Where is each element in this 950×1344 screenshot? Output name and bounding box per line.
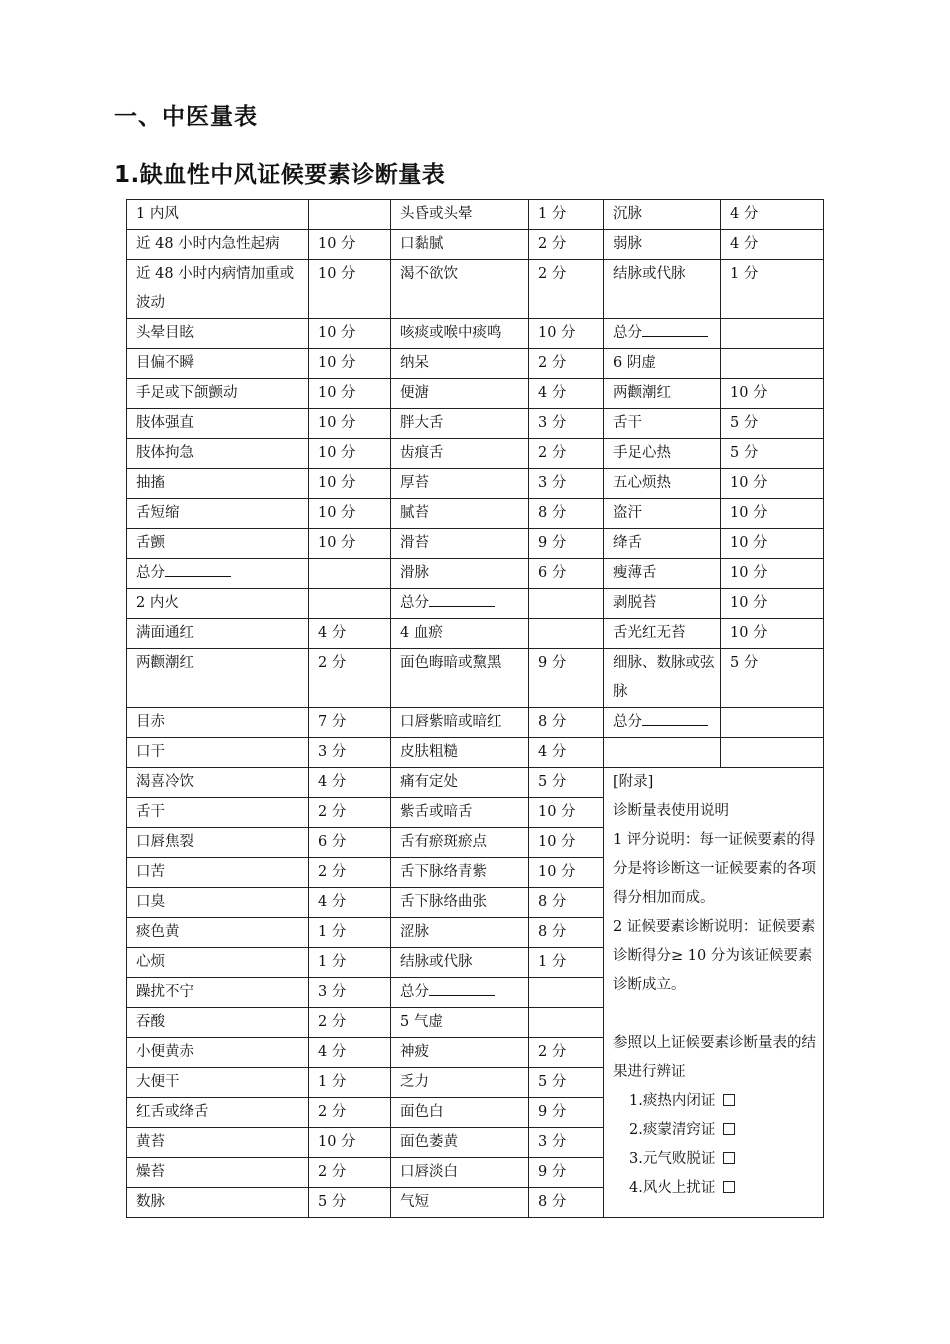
- table-cell: 头晕目眩: [127, 319, 309, 349]
- table-cell: 3 分: [529, 1128, 604, 1158]
- table-cell: 10 分: [721, 469, 824, 499]
- table-cell: 口臭: [127, 888, 309, 918]
- table-cell: 3 分: [309, 738, 391, 768]
- table-cell: 10 分: [309, 349, 391, 379]
- table-cell: 总分: [127, 559, 309, 589]
- table-cell: 10 分: [309, 469, 391, 499]
- table-title: 1.缺血性中风证候要素诊断量表: [114, 162, 446, 188]
- table-cell: 痛有定处: [391, 768, 529, 798]
- table-row: [127, 349, 824, 379]
- table-cell: 神疲: [391, 1038, 529, 1068]
- table-cell: 2 分: [309, 1098, 391, 1128]
- table-cell: 气短: [391, 1188, 529, 1218]
- table-cell: 数脉: [127, 1188, 309, 1218]
- table-cell: 舌颤: [127, 529, 309, 559]
- table-cell: 肢体拘急: [127, 439, 309, 469]
- table-cell: 4 分: [309, 888, 391, 918]
- table-cell: 5 分: [721, 409, 824, 439]
- table-row: [127, 708, 824, 738]
- table-cell: 10 分: [309, 230, 391, 260]
- table-cell: 肢体强直: [127, 409, 309, 439]
- table-cell: 五心烦热: [604, 469, 721, 499]
- table-cell: 10 分: [309, 319, 391, 349]
- table-row: [127, 768, 824, 798]
- table-cell: 10 分: [309, 1128, 391, 1158]
- table-cell: 剥脱苔: [604, 589, 721, 619]
- diagnosis-scale-table: [126, 199, 824, 1218]
- table-cell: [309, 589, 391, 619]
- table-cell: 9 分: [529, 1158, 604, 1188]
- table-cell: 绛舌: [604, 529, 721, 559]
- syndrome-option: [613, 1087, 823, 1116]
- table-cell: 大便干: [127, 1068, 309, 1098]
- table-cell: 4 分: [309, 768, 391, 798]
- table-cell: 便溏: [391, 379, 529, 409]
- table-cell: 3 分: [529, 469, 604, 499]
- table-row: [127, 319, 824, 349]
- table-cell: 1 分: [309, 948, 391, 978]
- table-cell: 舌下脉络曲张: [391, 888, 529, 918]
- table-cell: 5 分: [721, 439, 824, 469]
- table-cell: 8 分: [529, 1188, 604, 1218]
- table-cell: 2 内火: [127, 589, 309, 619]
- table-cell: 10 分: [721, 499, 824, 529]
- table-cell: 手足或下颌颤动: [127, 379, 309, 409]
- table-row: [127, 738, 824, 768]
- table-row: [127, 260, 824, 319]
- table-cell: 涩脉: [391, 918, 529, 948]
- table-cell: 瘦薄舌: [604, 559, 721, 589]
- checkbox[interactable]: [723, 1152, 735, 1164]
- table-cell: 手足心热: [604, 439, 721, 469]
- syndrome-option: [613, 1116, 823, 1145]
- checkbox[interactable]: [723, 1094, 735, 1106]
- table-cell: 齿痕舌: [391, 439, 529, 469]
- table-cell: 口黏腻: [391, 230, 529, 260]
- table-cell: 总分: [604, 319, 721, 349]
- appendix-subheading: 诊断量表使用说明: [613, 803, 729, 819]
- table-cell: 小便黄赤: [127, 1038, 309, 1068]
- scoring-note: 1 评分说明：每一证候要素的得分是将诊断这一证候要素的各项得分相加而成。: [613, 832, 816, 906]
- table-cell: 10 分: [721, 379, 824, 409]
- table-cell: 3 分: [309, 978, 391, 1008]
- table-cell: 1 分: [721, 260, 824, 319]
- checkbox[interactable]: [723, 1123, 735, 1135]
- table-cell: 7 分: [309, 708, 391, 738]
- table-cell: 10 分: [721, 589, 824, 619]
- table-row: [127, 230, 824, 260]
- table-cell: 4 分: [529, 738, 604, 768]
- table-cell: 2 分: [529, 439, 604, 469]
- table-cell: 结脉或代脉: [391, 948, 529, 978]
- table-cell: 抽搐: [127, 469, 309, 499]
- appendix-notes: [604, 768, 824, 1218]
- table-cell: 舌光红无苔: [604, 619, 721, 649]
- score-blank: [429, 592, 495, 607]
- table-cell: 5 分: [529, 768, 604, 798]
- table-cell: 5 分: [309, 1188, 391, 1218]
- table-cell: 口唇焦裂: [127, 828, 309, 858]
- table-cell: 5 气虚: [391, 1008, 529, 1038]
- syndrome-option-label: 3.元气败脱证: [629, 1151, 716, 1167]
- table-cell: 口唇紫暗或暗红: [391, 708, 529, 738]
- table-cell: 总分: [604, 708, 721, 738]
- table-cell: 10 分: [309, 439, 391, 469]
- table-cell: 2 分: [309, 1008, 391, 1038]
- table-cell: 10 分: [309, 529, 391, 559]
- table-cell: 面色晦暗或黧黑: [391, 649, 529, 708]
- table-cell: 近 48 小时内病情加重或波动: [127, 260, 309, 319]
- score-blank: [165, 562, 231, 577]
- table-cell: 细脉、数脉或弦脉: [604, 649, 721, 708]
- table-cell: 9 分: [529, 529, 604, 559]
- table-cell: [529, 619, 604, 649]
- table-cell: 盗汗: [604, 499, 721, 529]
- table-cell: 乏力: [391, 1068, 529, 1098]
- table-cell: 沉脉: [604, 200, 721, 230]
- table-row: [127, 649, 824, 708]
- table-cell: 痰色黄: [127, 918, 309, 948]
- score-blank: [642, 711, 708, 726]
- table-cell: [529, 589, 604, 619]
- diagnosis-note: 2 证候要素诊断说明：证候要素诊断得分≥ 10 分为该证候要素诊断成立。: [613, 919, 816, 993]
- table-cell: 满面通红: [127, 619, 309, 649]
- table-cell: 目赤: [127, 708, 309, 738]
- table-cell: 1 内风: [127, 200, 309, 230]
- table-cell: [529, 978, 604, 1008]
- table-cell: 口苦: [127, 858, 309, 888]
- table-cell: 4 分: [309, 1038, 391, 1068]
- table-cell: 舌短缩: [127, 499, 309, 529]
- score-blank: [642, 322, 708, 337]
- table-cell: 滑脉: [391, 559, 529, 589]
- table-row: [127, 529, 824, 559]
- table-cell: 厚苔: [391, 469, 529, 499]
- table-cell: 心烦: [127, 948, 309, 978]
- table-cell: 10 分: [309, 260, 391, 319]
- table-cell: 渴不欲饮: [391, 260, 529, 319]
- table-cell: 2 分: [309, 798, 391, 828]
- table-cell: 1 分: [309, 1068, 391, 1098]
- table-cell: 5 分: [529, 1068, 604, 1098]
- syndrome-option-label: 4.风火上扰证: [629, 1180, 716, 1196]
- table-cell: 腻苔: [391, 499, 529, 529]
- table-cell: [721, 738, 824, 768]
- table-cell: 2 分: [309, 1158, 391, 1188]
- table-cell: 2 分: [309, 649, 391, 708]
- table-cell: 2 分: [309, 858, 391, 888]
- table-cell: 舌干: [127, 798, 309, 828]
- table-cell: [309, 559, 391, 589]
- table-cell: 2 分: [529, 230, 604, 260]
- table-cell: 渴喜冷饮: [127, 768, 309, 798]
- table-cell: 8 分: [529, 888, 604, 918]
- table-cell: 10 分: [721, 559, 824, 589]
- table-row: [127, 379, 824, 409]
- table-cell: 口干: [127, 738, 309, 768]
- table-row: [127, 469, 824, 499]
- syndrome-option-label: 1.痰热内闭证: [629, 1093, 716, 1109]
- table-cell: 9 分: [529, 649, 604, 708]
- table-cell: 燥苔: [127, 1158, 309, 1188]
- table-cell: 10 分: [529, 858, 604, 888]
- table-cell: 10 分: [529, 319, 604, 349]
- table-cell: 4 血瘀: [391, 619, 529, 649]
- table-cell: 10 分: [309, 409, 391, 439]
- table-cell: 8 分: [529, 918, 604, 948]
- table-cell: 口唇淡白: [391, 1158, 529, 1188]
- table-cell: 5 分: [721, 649, 824, 708]
- table-row: [127, 409, 824, 439]
- table-cell: 1 分: [529, 200, 604, 230]
- table-cell: 面色萎黄: [391, 1128, 529, 1158]
- table-cell: 皮肤粗糙: [391, 738, 529, 768]
- table-cell: 舌干: [604, 409, 721, 439]
- syndrome-intro: 参照以上证候要素诊断量表的结果进行辨证: [613, 1035, 816, 1080]
- table-cell: 8 分: [529, 708, 604, 738]
- syndrome-option-label: 2.痰蒙清窍证: [629, 1122, 716, 1138]
- table-cell: 胖大舌: [391, 409, 529, 439]
- table-row: [127, 559, 824, 589]
- table-cell: 10 分: [309, 379, 391, 409]
- table-cell: 咳痰或喉中痰鸣: [391, 319, 529, 349]
- table-cell: 总分: [391, 589, 529, 619]
- table-cell: [309, 200, 391, 230]
- table-cell: 9 分: [529, 1098, 604, 1128]
- table-cell: 红舌或绛舌: [127, 1098, 309, 1128]
- table-cell: [721, 349, 824, 379]
- syndrome-option: [613, 1145, 823, 1174]
- table-cell: 1 分: [529, 948, 604, 978]
- checkbox[interactable]: [723, 1181, 735, 1193]
- table-row: [127, 619, 824, 649]
- table-cell: 4 分: [721, 200, 824, 230]
- table-cell: 8 分: [529, 499, 604, 529]
- score-blank: [429, 981, 495, 996]
- table-cell: 10 分: [529, 798, 604, 828]
- table-row: [127, 200, 824, 230]
- table-row: [127, 439, 824, 469]
- table-cell: 2 分: [529, 260, 604, 319]
- table-row: [127, 499, 824, 529]
- table-cell: 10 分: [721, 529, 824, 559]
- syndrome-option: [613, 1174, 823, 1203]
- table-cell: 头昏或头晕: [391, 200, 529, 230]
- table-cell: 2 分: [529, 349, 604, 379]
- table-cell: 4 分: [721, 230, 824, 260]
- table-cell: 4 分: [529, 379, 604, 409]
- table-cell: 结脉或代脉: [604, 260, 721, 319]
- table-cell: 舌有瘀斑瘀点: [391, 828, 529, 858]
- table-cell: 纳呆: [391, 349, 529, 379]
- table-cell: 舌下脉络青紫: [391, 858, 529, 888]
- table-cell: [721, 708, 824, 738]
- table-cell: 滑苔: [391, 529, 529, 559]
- table-cell: 10 分: [309, 499, 391, 529]
- table-cell: 10 分: [721, 619, 824, 649]
- table-cell: 6 阴虚: [604, 349, 721, 379]
- table-cell: 近 48 小时内急性起病: [127, 230, 309, 260]
- table-cell: 弱脉: [604, 230, 721, 260]
- section-title: 一、中医量表: [114, 104, 258, 130]
- appendix-heading: [附录]: [613, 774, 654, 790]
- table-cell: 3 分: [529, 409, 604, 439]
- table-cell: 吞酸: [127, 1008, 309, 1038]
- table-cell: [529, 1008, 604, 1038]
- table-cell: 面色白: [391, 1098, 529, 1128]
- table-cell: 6 分: [309, 828, 391, 858]
- table-cell: 1 分: [309, 918, 391, 948]
- table-cell: 两颧潮红: [127, 649, 309, 708]
- table-cell: 紫舌或暗舌: [391, 798, 529, 828]
- table-cell: 两颧潮红: [604, 379, 721, 409]
- table-cell: 6 分: [529, 559, 604, 589]
- table-cell: 2 分: [529, 1038, 604, 1068]
- table-cell: 4 分: [309, 619, 391, 649]
- table-cell: 躁扰不宁: [127, 978, 309, 1008]
- table-cell: [721, 319, 824, 349]
- table-cell: 总分: [391, 978, 529, 1008]
- table-cell: 10 分: [529, 828, 604, 858]
- table-row: [127, 589, 824, 619]
- table-cell: 目偏不瞬: [127, 349, 309, 379]
- table-cell: 黄苔: [127, 1128, 309, 1158]
- table-cell: [604, 738, 721, 768]
